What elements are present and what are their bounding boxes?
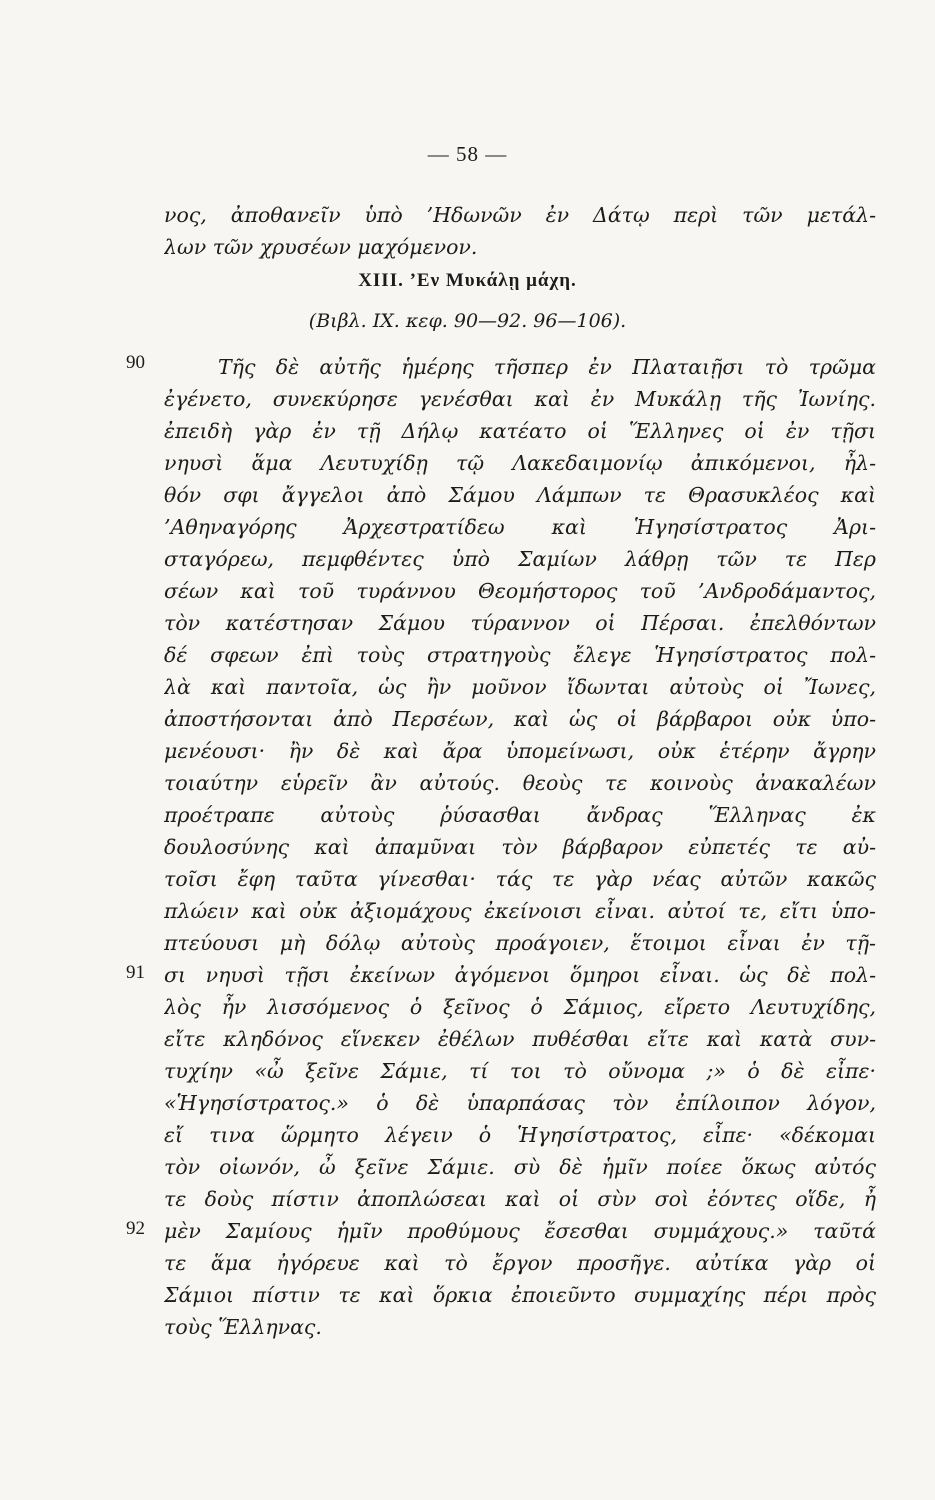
text-line: σταγόρεω, πεμφθέντες ὑπὸ Σαμίων λάθρῃ τῶν τε Περ [164,547,876,571]
text-line: λων τῶν χρυσέων μαχόμενον. [164,235,478,259]
text-line: ἀποστήσονται ἀπὸ Περσέων, καὶ ὡς οἱ βάρβαροι οὐκ ὑπο- [164,707,876,731]
text-line: τοῖσι ἔφη ταῦτα γίνεσθαι· τάς τε γὰρ νέας αὐτῶν κακῶς [164,867,876,891]
chapter-reference: (Βιβλ. ΙΧ. κεφ. 90—92. 96—106). [308,310,627,332]
text-line: εἴτε κληδόνος εἵνεκεν ἐθέλων πυθέσθαι εἴτε καὶ κατὰ συν- [164,1027,876,1051]
text-line: μενέουσι· ἢν δὲ καὶ ἄρα ὑπομείνωσι, οὐκ ἑτέρην ἄγρην [164,739,876,763]
section-marker: 91 [126,962,145,983]
text-line: «Ἡγησίστρατος.» ὁ δὲ ὑπαρπάσας τὸν ἐπίλοιπον λόγον, [164,1091,876,1115]
text-line: τὸν οἰωνόν, ὦ ξεῖνε Σάμιε. σὺ δὲ ἡμῖν ποίεε ὅκως αὐτός [164,1155,876,1179]
text-line: λὰ καὶ παντοῖα, ὡς ἢν μοῦνον ἴδωνται αὐτοὺς οἱ Ἴωνες, [164,675,876,699]
page-number: — 58 — [427,142,508,166]
text-line: σέων καὶ τοῦ τυράννου Θεομήστορος τοῦ ’Ανδροδάμαντος, [164,579,876,603]
text-line: ἐπειδὴ γὰρ ἐν τῇ Δήλῳ κατέατο οἱ Ἕλληνες οἱ ἐν τῇσι [164,419,876,443]
text-line: λὸς ἦν λισσόμενος ὁ ξεῖνος ὁ Σάμιος, εἴρετο Λευτυχίδης, [164,995,876,1019]
text-line: δουλοσύνης καὶ ἀπαμῦναι τὸν βάρβαρον εὐπετές τε αὐ- [164,835,876,859]
text-line: τυχίην «ὦ ξεῖνε Σάμιε, τί τοι τὸ οὔνομα ;» ὁ δὲ εἶπε· [164,1059,876,1083]
text-line: προέτραπε αὐτοὺς ῥύσασθαι ἄνδρας Ἕλληνας ἐκ [164,803,876,827]
text-line: Τῆς δὲ αὐτῆς ἡμέρης τῆσπερ ἐν Πλαταιῇσι τὸ τρῶμα [218,355,876,379]
text-line: τοὺς Ἕλληνας. [164,1315,322,1339]
text-line: Σάμιοι πίστιν τε καὶ ὅρκια ἐποιεῦντο συμμαχίης πέρι πρὸς [164,1283,876,1307]
text-line: δέ σφεων ἐπὶ τοὺς στρατηγοὺς ἔλεγε Ἡγησίστρατος πολ- [164,643,876,667]
text-line: θόν σφι ἄγγελοι ἀπὸ Σάμου Λάμπων τε Θρασυκλέος καὶ [164,483,876,507]
text-line: τὸν κατέστησαν Σάμου τύραννον οἱ Πέρσαι. ἐπελθόντων [164,611,876,635]
text-line: νος, ἀποθανεῖν ὑπὸ ’Ηδωνῶν ἐν Δάτῳ περὶ τῶν μετάλ- [164,203,876,227]
text-line: τε δοὺς πίστιν ἀποπλώσεαι καὶ οἱ σὺν σοὶ ἐόντες οἵδε, ἦ [164,1187,876,1211]
section-marker: 90 [126,352,145,373]
text-line: ἐγένετο, συνεκύρησε γενέσθαι καὶ ἐν Μυκάλῃ τῆς Ἰωνίης. [164,387,876,411]
text-line: σι νηυσὶ τῇσι ἐκείνων ἀγόμενοι ὅμηροι εἶναι. ὡς δὲ πολ- [164,963,876,987]
text-line: εἴ τινα ὥρμητο λέγειν ὁ Ἡγησίστρατος, εἶπε· «δέκομαι [164,1123,876,1147]
text-line: πλώειν καὶ οὐκ ἀξιομάχους ἐκείνοισι εἶναι. αὐτοί τε, εἴτι ὑπο- [164,899,876,923]
text-line: μὲν Σαμίους ἡμῖν προθύμους ἔσεσθαι συμμάχους.» ταῦτά [164,1219,876,1243]
section-marker: 92 [126,1218,145,1239]
text-line: τοιαύτην εὑρεῖν ἂν αὐτούς. θεοὺς τε κοινοὺς ἀνακαλέων [164,771,876,795]
section-heading: XIII. ’Εν Μυκάλῃ μάχη. [358,270,577,291]
text-line: ’Αθηναγόρης Ἀρχεστρατίδεω καὶ Ἡγησίστρατος Ἀρι- [164,515,876,539]
text-line: τε ἅμα ἠγόρευε καὶ τὸ ἔργον προσῆγε. αὐτίκα γὰρ οἱ [164,1251,876,1275]
text-line: πτεύουσι μὴ δόλῳ αὐτοὺς προάγοιεν, ἕτοιμοι εἶναι ἐν τῇ- [164,931,876,955]
text-line: νηυσὶ ἅμα Λευτυχίδῃ τῷ Λακεδαιμονίῳ ἀπικόμενοι, ἦλ- [164,451,876,475]
